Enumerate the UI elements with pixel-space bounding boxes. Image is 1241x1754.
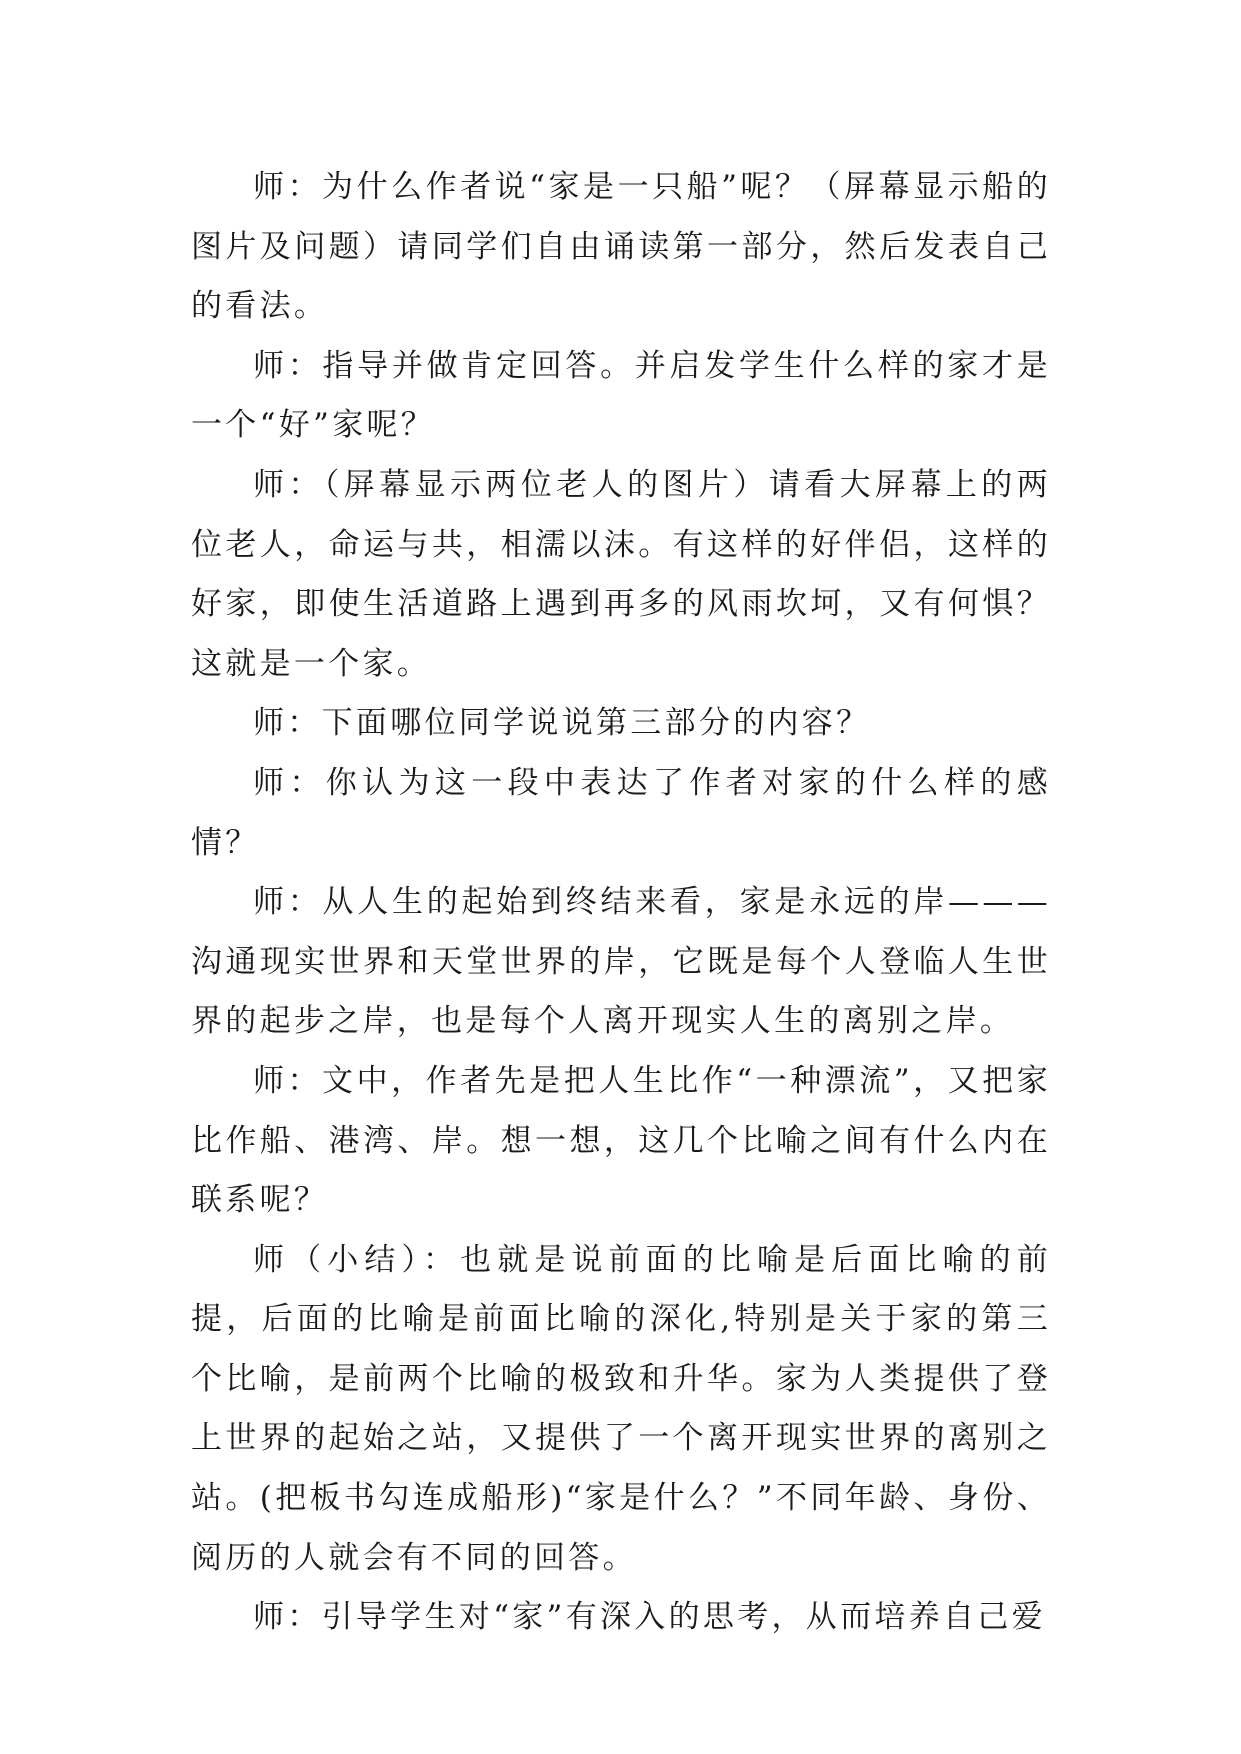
paragraph-good-home: 师：指导并做肯定回答。并启发学生什么样的家才是一个“好”家呢？ — [191, 347, 1051, 444]
paragraph-two-elders: 师：（屏幕显示两位老人的图片）请看大屏幕上的两位老人，命运与共，相濡以沫。有这样的好伴侣，这样的好家，即使生活道路上遇到再多的风雨坎坷，又有何惧？这就是一个家。 — [191, 466, 1051, 682]
document-body — [191, 158, 1051, 1648]
paragraph-metaphors: 师：文中，作者先是把人生比作“一种漂流”，又把家比作船、港湾、岸。想一想，这几个比喻之间有什么内在联系呢？ — [191, 1062, 1051, 1219]
paragraph-author-feelings: 师：你认为这一段中表达了作者对家的什么样的感情？ — [191, 764, 1051, 861]
paragraph-why-home-is-boat: 师：为什么作者说“家是一只船”呢？（屏幕显示船的图片及问题）请同学们自由诵读第一部分，然后发表自己的看法。 — [191, 169, 1051, 325]
paragraph-summary: 师（小结）：也就是说前面的比喻是后面比喻的前提，后面的比喻是前面比喻的深化,特别是关于家的第三个比喻，是前两个比喻的极致和升华。家为人类提供了登上世界的起始之站，又提供了一个离开现实世界的离别之站。(把板书勾连成船形)“家是什么？”不同年龄、身份、阅历的人就会有不同的回答。 — [191, 1241, 1051, 1576]
paragraph-guide-students: 师：引导学生对“家”有深入的思考，从而培养自己爱 — [253, 1599, 1046, 1636]
paragraph-eternal-shore: 师：从人生的起始到终结来看，家是永远的岸———沟通现实世界和天堂世界的岸，它既是每个人登临人生世界的起步之岸，也是每个人离开现实人生的离别之岸。 — [191, 884, 1051, 1040]
paragraph-third-part: 师：下面哪位同学说说第三部分的内容？ — [253, 705, 871, 742]
